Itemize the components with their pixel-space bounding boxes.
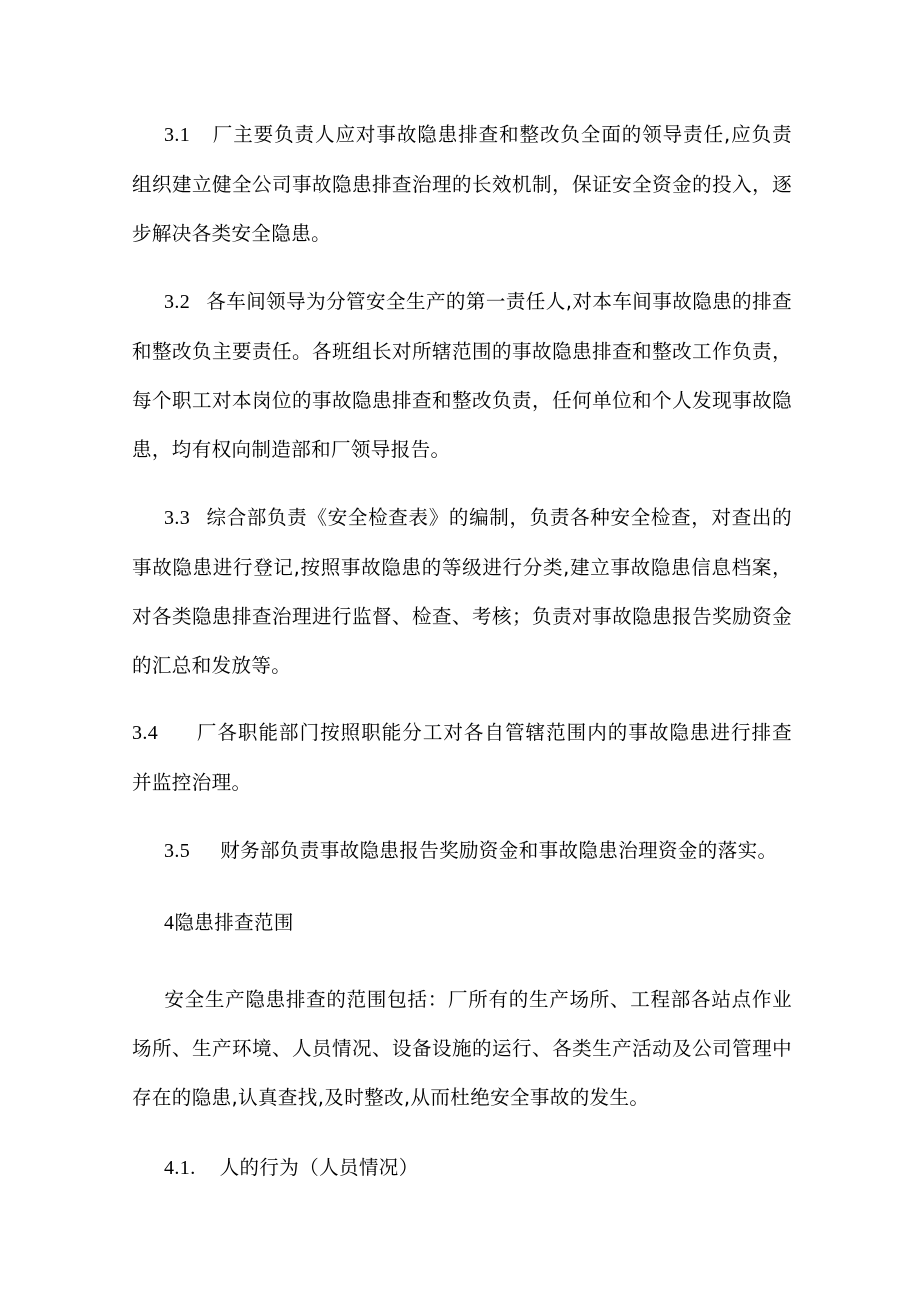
paragraph-text: 各车间领导为分管安全生产的第一责任人,对本车间事故隐患的排查和整改负主要责任。各班组长对所辖范围的事故隐患排查和整改工作负责，每个职工对本岗位的事故隐患排查和整改负责，任何单位和个人发现事故隐患，均有权向制造部和厂领导报告。 [132,290,792,461]
section-heading [132,898,792,948]
paragraph-text: 厂主要负责人应对事故隐患排查和整改负全面的领导责任,应负责组织建立健全公司事故隐患排查治理的长效机制，保证安全资金的投入，逐步解决各类安全隐患。 [132,123,792,245]
paragraph-3-5 [132,826,792,876]
paragraph-number: 3.4 [132,722,159,744]
section-number: 4 [164,912,175,934]
paragraph-number: 3.3 [164,507,191,529]
section-title: 隐患排查范围 [174,911,294,934]
paragraph-3-4 [132,708,792,807]
subsection-heading [132,1143,792,1193]
section-intro-paragraph [132,975,792,1122]
paragraph-3-3 [132,493,792,690]
subsection-number: 4.1. [164,1157,196,1179]
paragraph-text: 综合部负责《安全检查表》的编制，负责各种安全检查，对查出的事故隐患进行登记,按照事故隐患的等级进行分类,建立事故隐患信息档案，对各类隐患排查治理进行监督、检查、考核；负责对事故隐患报告奖励资金的汇总和发放等。 [132,506,792,677]
paragraph-3-1 [132,110,792,258]
subsection-title: 人的行为（人员情况） [219,1156,419,1179]
paragraph-3-2 [132,277,792,474]
paragraph-text: 厂各职能部门按照职能分工对各自管辖范围内的事故隐患进行排查并监控治理。 [132,721,792,794]
paragraph-text: 财务部负责事故隐患报告奖励资金和事故隐患治理资金的落实。 [220,839,778,862]
paragraph-number: 3.2 [164,291,191,313]
paragraph-number: 3.1 [164,124,191,146]
paragraph-text: 安全生产隐患排查的范围包括：厂所有的生产场所、工程部各站点作业场所、生产环境、人员情况、设备设施的运行、各类生产活动及公司管理中存在的隐患,认真查找,及时整改,从而杜绝安全事故的发生。 [132,988,792,1109]
paragraph-number: 3.5 [164,840,191,862]
